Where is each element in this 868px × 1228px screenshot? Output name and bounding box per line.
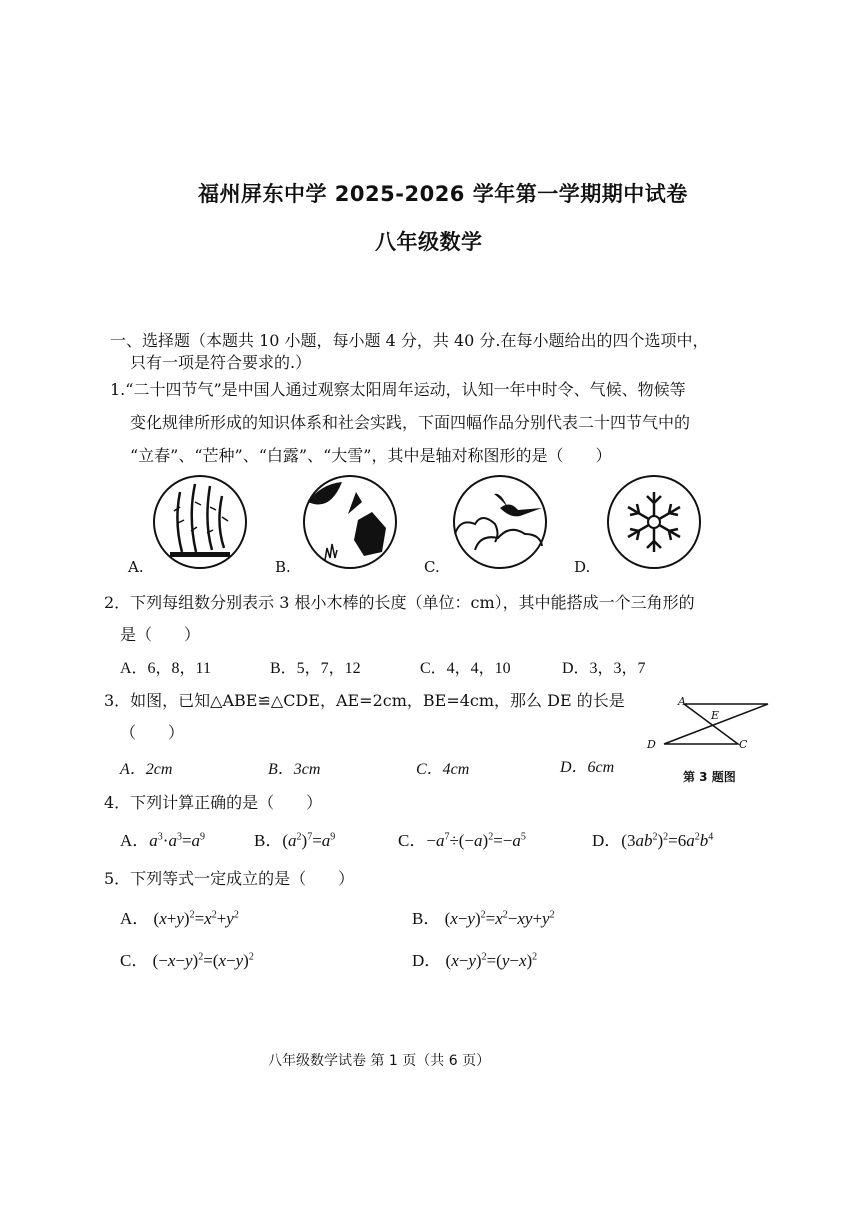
q4-line1: 4．下列计算正确的是（ ）	[104, 793, 323, 812]
q3-point-a: A	[678, 695, 686, 708]
q4-option-c: C．$-a^7\div(-a)^2=-a^5$	[398, 831, 526, 850]
q3-point-e: E	[711, 709, 720, 722]
snowflake-icon	[604, 472, 704, 572]
q5-option-c: C． $(-x-y)^2=(x-y)^2$	[120, 951, 254, 970]
q2-line1: 2．下列每组数分别表示 3 根小木棒的长度（单位：cm），其中能搭成一个三角形的	[104, 593, 695, 612]
q4-option-a: A．$a^3\cdot a^3=a^9$	[120, 831, 206, 850]
page-title: 福州屏东中学 2025-2026 学年第一学期期中试卷	[198, 182, 688, 206]
q3-line2: （ ）	[120, 723, 185, 742]
q3-option-a: A．2cm	[120, 761, 173, 778]
white-dew-bird-icon	[450, 472, 550, 572]
q2-option-a: A．6，8，11	[120, 660, 211, 677]
q1-line2: 变化规律所形成的知识体系和社会实践，下面四幅作品分别代表二十四节气中的	[130, 413, 691, 432]
page-subtitle: 八年级数学	[375, 230, 483, 254]
q3-point-c: C	[739, 738, 748, 751]
q1-option-c-label: C.	[424, 558, 440, 576]
q5-option-d: D． $(x-y)^2=(y-x)^2$	[412, 951, 538, 970]
q3-figure-caption: 第 3 题图	[683, 770, 736, 784]
q4-option-b: B．$(a^2)^7=a^9$	[254, 831, 336, 850]
q5-option-b: B． $(x-y)^2=x^2-xy+y^2$	[412, 909, 555, 928]
q3-line1: 3．如图，已知△ABE≌△CDE，AE=2cm，BE=4cm，那么 DE 的长是	[104, 691, 625, 710]
q1-option-d-label: D.	[574, 558, 591, 576]
q5-line1: 5．下列等式一定成立的是（ ）	[104, 869, 355, 888]
q3-option-b: B．3cm	[268, 761, 321, 778]
q3-point-d: D	[647, 738, 656, 751]
q5-option-a: A． $(x+y)^2=x^2+y^2$	[120, 909, 239, 928]
q2-option-c: C．4，4，10	[420, 660, 511, 677]
q1-line3: “立春”、“芒种”、“白露”、“大雪”，其中是轴对称图形的是（ ）	[130, 446, 612, 465]
q2-option-d: D．3，3，7	[562, 660, 646, 677]
willow-spring-icon	[150, 472, 250, 572]
q3-option-d: D．6cm	[560, 759, 615, 776]
q4-option-d: D．$(3ab^2)^2=6a^2b^4$	[592, 831, 714, 850]
q3-option-c: C．4cm	[416, 761, 470, 778]
page-footer: 八年级数学试卷 第 1 页（共 6 页）	[268, 1053, 491, 1069]
grain-rain-icon	[300, 472, 400, 572]
q3-triangle-figure	[644, 694, 774, 754]
q2-line2: 是（ ）	[120, 625, 201, 644]
section-heading-line2: 只有一项是符合要求的.）	[130, 353, 312, 372]
q1-line1: 1.“二十四节气”是中国人通过观察太阳周年运动，认知一年中时令、气候、物候等	[110, 380, 686, 399]
q2-option-b: B．5，7，12	[270, 660, 361, 677]
q1-option-b-label: B.	[275, 558, 291, 576]
section-heading-line1: 一、选择题（本题共 10 小题，每小题 4 分，共 40 分.在每小题给出的四个选项中，	[110, 331, 709, 350]
q1-option-a-label: A.	[128, 558, 144, 576]
